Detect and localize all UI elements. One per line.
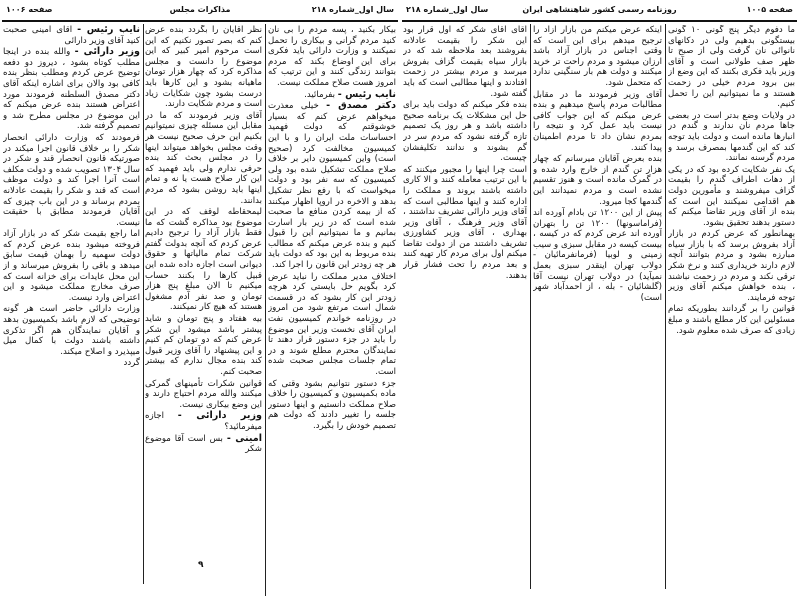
paragraph-text: گردد — [123, 358, 140, 369]
speaker-name: وزیر دارائی - — [74, 46, 140, 58]
paragraph-text: بیه هفتاد و پنج تومان و شاید پیشتر باشد میشود این شکر عرض کنم که دو تومان کم کنیم و این پیشنهاد را آقای وزیر قبول کند بنده مجال ندارم که بیشتر صحبت کنم. — [145, 314, 262, 377]
paragraph — [3, 304, 140, 357]
paragraph-text: است چرا اینها را مجبور میکنند که با این ترتیب معامله کنند و الا کاری داشته باشند بروند و مملکت را اداره کنند و اینها مطالبی است که آقای وزیر دارائی تشریف نداشتند ، آقای وزیر فرهنگ ، آقای وزیر بهداری ، آقای وزیر کشاورزی تشریف داشتند من از دولت تقاضا میکنم اول برای مردم کار تهیه کنند و بعد مردم را تحت فشار قرار بدهند. — [403, 164, 527, 281]
speaker-name: دکتر مصدق - — [326, 100, 396, 112]
speaker-name: نایب رئیس - — [337, 88, 396, 100]
header-rule — [402, 20, 797, 22]
paragraph-text: بهمانطور که عرض کردم در بازار آزاد بفروش برسد که با بازار سیاه مبارزه بشود و مردم بتوانند آنچه لازم دارند خریداری کنند و نرخ شکر ترقی نکند و مردم در زحمت نباشند ، بنده خواهش میکنم آقای وزیر توجه فرمایند. — [668, 229, 795, 303]
paragraph-text: لیمحقاطه لوقف که در این موضوع بود مذاکره گشت که ما فقط بازار آزاد را ترجیح دادیم عرض کردم که آنچه بدولت گفتم شرکت تمام مالیاتها و حقوق دیوانی است اجازه داده شده این قبیل کارها را بکنند حساب میکنیم تا الان مبلغ پنج هزار تومان و صد نفر آدم مشغول هستند که هیچ کار نمیکنند. — [145, 207, 262, 313]
paragraph-text: قوانین را بر گردانند بطوریکه تمام مسئولین این کار مطلع باشند و مبلغ زیادی که صرف شده معلوم شود. — [668, 304, 795, 336]
column-divider — [665, 24, 666, 589]
paragraph — [3, 25, 140, 46]
page-header — [6, 5, 394, 19]
paragraph — [668, 165, 795, 229]
paragraph — [533, 90, 662, 154]
paragraph-text: والله بنده در اینجا مطلب کوتاه بشود ، دیروز دو دفعه توضیح عرض کردم ومطلب بنظر بنده کافی بود والان برای اشاره اینکه آقای دکتر مصدق السلطنه فرمودند مورد اعتراض هستند بنده عرض میکنم که این موضوع در مجلس مطرح شد و تصمیم گرفته شد. — [3, 47, 140, 132]
paragraph-text: وزارت دارائی حاضر است هر گونه توضیحی که لازم باشد بکمیسیون بدهد و آقایان نمایندگان هم اگر تذکری داشته باشند دولت با کمال میل میپذیرد و اصلاح میکند. — [3, 304, 140, 357]
paragraph — [145, 111, 262, 206]
paragraph-text: بس است آقا موضوع شکر — [145, 433, 262, 455]
header-rule — [2, 20, 398, 22]
paragraph — [668, 304, 795, 336]
paragraph-text: آقای وزیر فرمودند ما در مقابل مطالبات مردم پاسخ میدهیم و بنده عرض میکنم که این جواب کافی نیست باید عمل کرد و نتیجه را بمردم نشان داد تا مردم اطمینان پیدا کنند. — [533, 89, 662, 153]
paragraph-text: آقای امینی صحبت کنید آقای وزیر دارائی — [3, 25, 140, 46]
column — [268, 25, 396, 573]
paragraph-text: آقای وزیر فرمودند که ما در مقابل این مسئله چیزی نمیتوانیم بکنیم این حرف صحیح نیست هر وقت مجلس بخواهد میتواند اینها را در مجلس بحث کند بنده حرفی ندارم ولی باید فهمید که این کار صلاح هست یا نه و تمام اینها باید روشن بشود که مردم بدانند. — [145, 110, 262, 206]
speaker-name: وزیر دارائی - — [177, 410, 262, 422]
paragraph — [403, 165, 527, 282]
paragraph-text: بفرمائید. — [304, 89, 336, 100]
paragraph — [268, 101, 396, 271]
column — [533, 25, 662, 590]
paragraph — [145, 25, 262, 110]
issue-number: سال اول_شماره ۲۱۸ — [311, 5, 394, 14]
column-divider — [530, 24, 531, 589]
paragraph-text: ما دفوم دیگر پنج گونی ۱۰ گونی بیستگونی بدهیم ولی در دکانهای نانوائی نان گرفت ولی از صبح تا ظهر صف طولانی است و آقای وزیر باید فکری بکنند که این وضع از بین برود مردم خیلی در زحمت هستند و ما نمیتوانیم این را تحمل کنیم. — [668, 25, 795, 110]
paragraph — [145, 379, 262, 411]
paragraph — [533, 25, 662, 89]
paragraph-text: اما راجع بقیمت شکر که در بازار آزاد فروخته میشود بنده عرض کردم که دولت سهمیه را بهمان قیمت سابق میدهد و باقی را بفروش میرساند و از این محل عایدات برای خزانه است که صرف مخارج مملکت میشود و این اعتراض وارد نیست. — [3, 229, 140, 303]
issue-number: سال اول_شماره ۲۱۸ — [406, 5, 489, 14]
page-header — [406, 5, 793, 19]
paragraph-text: آقای آقای شکر که اول قرار بود این شکر را بقیمت عادلانه بفروشند بعد ملاحظه شد که در بازار سیاه بقیمت گزاف بفروش میرسد و مردم بیشتر در زحمت افتادند و اینها مطالبی است که باید گفته شود. — [403, 25, 527, 99]
paragraph — [268, 272, 396, 378]
paragraph — [145, 207, 262, 313]
paragraph-text: یک نفر شکایت کرده بود که در یکی از دهات اطراف گندم را بقیمت گزاف میفروشند و مأمورین دولت هم اقدامی نمیکنند این است که بنده از آقای وزیر تقاضا میکنم که دستور بدهند تحقیق بشود. — [668, 164, 795, 228]
paragraph — [668, 111, 795, 164]
right-page — [400, 0, 799, 599]
gazette-title: روزنامه رسمی کشور شاهنشاهی ایران — [522, 5, 677, 14]
paragraph — [268, 90, 396, 101]
page-mark: ۹ — [198, 560, 204, 570]
column-divider — [143, 24, 144, 584]
paragraph — [668, 229, 795, 303]
paragraph-text: اجازه میفرمائید؟ — [145, 411, 262, 432]
paragraph — [533, 208, 662, 303]
paragraph — [533, 154, 662, 207]
paragraph — [403, 25, 527, 99]
paragraph-text: خیلی معذرت میخواهم عرض کنم که بسیار خوشوقتم که دولت فهمید احساسات ملت ایران را و با این کمیسیون مخالفت کرد (صحیح است) واین کمیسیون دایر بر خلاف صلاح مملکت تشکیل شده بود ولی کمیسیون که سه نفر بود و دولت میخواست که با رفع نظر تشکیل بدهد و الاخره در اروپا اظهار میکنند که از بیمه کردن منافع ما صحبت شده است که در زیر بار اسارت بمانیم و ما نمیتوانیم این را قبول کنیم و بنده عرض میکنم که مطالب بنده مربوط به این بود که دولت باید هر چه زودتر این قانون را اجرا کند. — [268, 101, 396, 271]
paragraph — [145, 314, 262, 378]
column — [3, 25, 140, 595]
column — [145, 25, 262, 555]
paragraph — [3, 47, 140, 132]
paragraph-text: نظر آقایان را بگردد بنده عرض کنم که بصر تصور نکنیم که این است مرحوم امیر کبیر که این موضوع را دانست و مجلس مذاکره کرد که چهار هزار تومان ماهیانه بشود و این کارها باید درست بشود چون شکایات زیاد است و مردم شکایت دارند. — [145, 25, 262, 110]
page-number: صفحه ۱۰۰۵ — [746, 5, 793, 14]
paragraph-text: بنده بعرض آقایان میرسانم که چهار هزار تن گندم از خارج وارد شده و در گمرک مانده است و هنوز تقسیم نشده است و مردم نمیدانند این گندمها کجا میرود. — [533, 154, 662, 207]
paragraph-text: فرمودند که وزارت دارائی انحصار شکر را بر خلاف قانون اجرا میکند در صورتیکه قانون انحصار قند و شکر در سال ۱۳۰۴ تصویب شده و دولت مکلف است آنرا اجرا کند و دولت موظف است که قند و شکر را بقیمت عادلانه بمردم برساند و در این باب چیزی که آقایان فرمودند مطابق با حقیقت نیست. — [3, 132, 140, 228]
paragraph — [668, 25, 795, 110]
paragraph — [3, 229, 140, 303]
paragraph-text: در ولایات وضع بدتر است در بعضی جاها مردم نان ندارند و گندم در انبارها مانده است و دولت باید توجه کند که این گندمها بمصرف برسد و مردم گرسنه نمانند. — [668, 110, 795, 164]
paragraph — [268, 25, 396, 89]
paragraph-text: بیکار بکنید ، پسه مردم را بی نان کنید مردم گرانی و بیکاری را تحمل نمیکنند و وزارت دارائی باید فکری برای این اوضاع بکند که مردم بتوانند زندگی کنند و این ترتیب که امروز هست صلاح مملکت نیست. — [268, 25, 396, 88]
paragraph-text: قوانین شکرات تأمینهای گمرکی میکنند والله مردم احتیاج دارند و این وضع بیکاری نیست. — [145, 378, 262, 410]
paragraph — [3, 133, 140, 228]
paragraph-text: اینکه عرض میکنم من بازار آزاد را ترجیح میدهم برای این است که وقتی اجناس در بازار آزاد باشد ارزان میشود و مردم راحت تر خرید میکنند و دولت هم بار سنگینی ندارد که متحمل شود. — [533, 25, 662, 88]
column — [403, 25, 527, 590]
paragraph — [3, 358, 140, 369]
section-title: مذاکرات مجلس — [169, 5, 231, 14]
column — [668, 25, 795, 590]
column-divider — [265, 24, 266, 596]
paragraph-text: جزء دستور نتوانیم بشود وقتی که ماده بکمیسیون و کمیسیون را خلاف صلاح مملکت دانستیم و اینها دستور جلسه را تغییر دادند که دولت هم تصمیم خودش را بگیرد. — [268, 378, 396, 431]
page-number: صفحه ۱۰۰۶ — [6, 5, 53, 14]
speaker-name: نایب رئیس - — [77, 25, 140, 35]
paragraph — [268, 379, 396, 432]
paragraph-text: بنده فکر میکنم که دولت باید برای حل این مشکلات یک برنامه صحیح داشته باشد و هر روز یک تصمیم تازه گرفته نشود که مردم سر در گم بشوند و ندانند تکلیفشان چیست. — [403, 100, 527, 164]
paragraph — [403, 100, 527, 164]
speaker-name: امینی - — [226, 432, 262, 444]
paragraph-text: پیش از این ۱۲۰۰ تن بادام آورده اند (فراماسونها) ۱۲۰۰ تن را بتهران آورده اند عرض کردم که در کیسه ، بیست کیسه در مقابل سبزی و سیب زمینی و لوبیا (فرمانفرمائیان - دولاب تهران اینقدر سبزی بعمل نمیآید) در دولاب تهران نیست آقا (گلشائیان - بله ، از احمدآباد شهر است) — [533, 208, 662, 303]
paragraph-text: اختلاف مدیر مملکت را نباید عرض کرد بگویم حل بایستی کرد هرچه زودتر این کار بشود که در قسمت شمال است مرتفع شود من امروز در روزنامه خواندم کمیسیون نفت ایران آقای نخست وزیر این موضوع را باید در جزء دستور قرار دهند تا نمایندگان محترم مطلع شوند و در تمام جلسات مجلس صحبت شده است. — [268, 271, 396, 377]
paragraph — [145, 411, 262, 432]
paragraph — [145, 434, 262, 455]
